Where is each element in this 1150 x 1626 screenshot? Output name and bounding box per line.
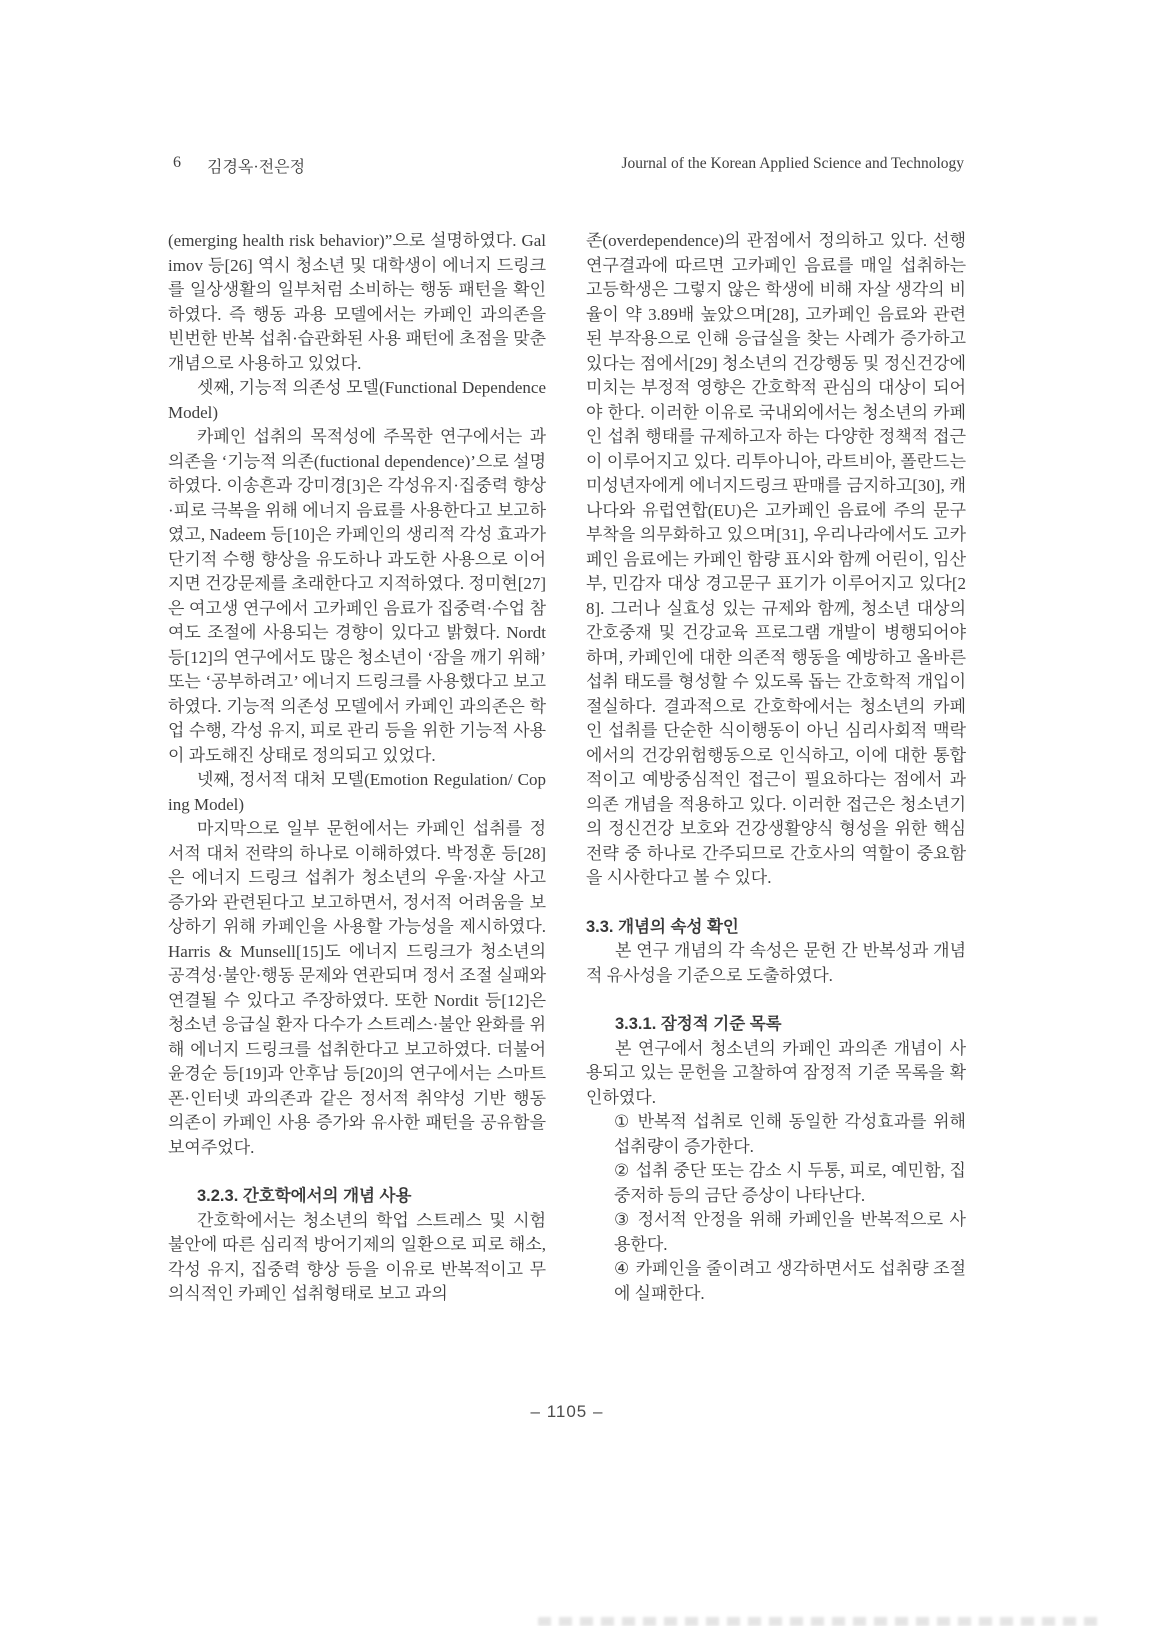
criteria-item-3 xyxy=(614,1208,966,1257)
criteria-item-4-marker: ④ xyxy=(614,1259,630,1278)
criteria-item-1 xyxy=(614,1110,966,1159)
criteria-item-2-marker: ② xyxy=(614,1161,630,1180)
scan-artifact-cutoff-text xyxy=(538,1617,1104,1626)
header-page-number: 6 xyxy=(173,154,181,171)
criteria-list xyxy=(586,1110,966,1306)
criteria-item-2-text: 섭취 중단 또는 감소 시 두통, 피로, 예민함, 집중저하 등의 금단 증상이 나타난다. xyxy=(614,1161,966,1205)
criteria-item-1-text: 반복적 섭취로 인해 동일한 각성효과를 위해 섭취량이 증가한다. xyxy=(614,1112,966,1156)
paragraph-attribute-criteria: 본 연구 개념의 각 속성은 문헌 간 반복성과 개념적 유사성을 기준으로 도출하였다. xyxy=(586,941,966,985)
criteria-item-3-text: 정서적 안정을 위해 카페인을 반복적으로 사용한다. xyxy=(614,1210,966,1254)
criteria-item-3-marker: ③ xyxy=(614,1210,632,1229)
paragraph-third-model-title: 셋째, 기능적 의존성 모델(Functional Dependence Model) xyxy=(168,378,546,422)
section-heading-3-3: 3.3. 개념의 속성 확인 xyxy=(586,917,739,936)
right-column xyxy=(586,229,966,1306)
left-column xyxy=(168,229,546,1307)
section-heading-3-3-1: 3.3.1. 잠정적 기준 목록 xyxy=(615,1015,782,1033)
paragraph-fourth-model-title: 넷째, 정서적 대처 모델(Emotion Regulation/ Coping Model) xyxy=(168,770,546,814)
paragraph-criteria-intro: 본 연구에서 청소년의 카페인 과의존 개념이 사용되고 있는 문헌을 고찰하여 잠정적 기준 목록을 확인하였다. xyxy=(586,1038,966,1107)
footer-page-number: – 1105 – xyxy=(530,1402,604,1421)
paragraph-nursing-concept-use: 간호학에서는 청소년의 학업 스트레스 및 시험 불안에 따른 심리적 방어기제의 일환으로 피로 해소, 각성 유지, 집중력 향상 등을 이유로 반복적이고 무의식적인 카페인 섭취형태로 보고 과의 xyxy=(168,1210,546,1303)
criteria-item-1-marker: ① xyxy=(614,1112,632,1131)
section-heading-3-2-3: 3.2.3. 간호학에서의 개념 사용 xyxy=(197,1187,412,1205)
paragraph-overdependence: 존(overdependence)의 관점에서 정의하고 있다. 선행 연구결과에 따르면 고카페인 음료를 매일 섭취하는 고등학생은 그렇지 않은 학생에 비해 자살 생각의 비율이 약 3.89배 높았으며[28], 고카페인 음료와 관련된 부작용으로 인해 응급실을 찾는 사례가 증가하고 있다는 점에서[29] 청소년의 건강행동 및 정신건강에 미치는 부정적 영향은 간호학적 관심의 대상이 되어야 한다. 이러한 이유로 국내외에서는 청소년의 카페인 섭취 행태를 규제하고자 하는 다양한 정책적 접근이 이루어지고 있다. 리투아니아, 라트비아, 폴란드는 미성년자에게 에너지드링크 판매를 금지하고[30], 캐나다와 유럽연합(EU)은 고카페인 음료에 주의 문구 부착을 의무화하고 있으며[31], 우리나라에서도 고카페인 음료에는 카페인 함량 표시와 함께 어린이, 임산부, 민감자 대상 경고문구 표기가 이루어지고 있다[28]. 그러나 실효성 있는 규제와 함께, 청소년 대상의 간호중재 및 건강교육 프로그램 개발이 병행되어야 하며, 카페인에 대한 의존적 행동을 예방하고 올바른 섭취 태도를 형성할 수 있도록 돕는 간호학적 개입이 절실하다. 결과적으로 간호학에서는 청소년의 카페인 섭취를 단순한 식이행동이 아닌 심리사회적 맥락에서의 건강위험행동으로 인식하고, 이에 대한 통합적이고 예방중심적인 접근이 필요하다는 점에서 과의존 개념을 적용하고 있다. 이러한 접근은 청소년기의 정신건강 보호와 건강생활양식 형성을 위한 핵심 전략 중 하나로 간주되므로 간호사의 역할이 중요함을 시사한다고 볼 수 있다. xyxy=(586,231,966,887)
paragraph-functional-dependence: 카페인 섭취의 목적성에 주목한 연구에서는 과의존을 ‘기능적 의존(fuctional dependence)’으로 설명하였다. 이송흔과 강미경[3]은 각성유지·집중력 향상·피로 극복을 위해 에너지 음료를 사용한다고 보고하였고, Nadeem 등[10]은 카페인의 생리적 각성 효과가 단기적 수행 향상을 유도하나 과도한 사용으로 이어지면 건강문제를 초래한다고 지적하였다. 정미현[27]은 여고생 연구에서 고카페인 음료가 집중력·수업 참여도 조절에 사용되는 경향이 있다고 밝혔다. Nordt 등[12]의 연구에서도 많은 청소년이 ‘잠을 깨기 위해’ 또는 ‘공부하려고’ 에너지 드링크를 사용했다고 보고하였다. 기능적 의존성 모델에서 카페인 과의존은 학업 수행, 각성 유지, 피로 관리 등을 위한 기능적 사용이 과도해진 상태로 정의되고 있었다. xyxy=(168,427,547,765)
criteria-item-2 xyxy=(614,1159,966,1208)
running-header-journal-title: Journal of the Korean Applied Science and Technology xyxy=(621,155,964,172)
header-authors: 김경옥·전은정 xyxy=(207,159,306,176)
criteria-item-4 xyxy=(614,1257,966,1306)
running-header-left xyxy=(173,154,305,177)
paragraph-emotion-coping: 마지막으로 일부 문헌에서는 카페인 섭취를 정서적 대처 전략의 하나로 이해하였다. 박정훈 등[28]은 에너지 드링크 섭취가 청소년의 우울·자살 사고 증가와 관련된다고 보고하면서, 정서적 어려움을 보상하기 위해 카페인을 사용할 가능성을 제시하였다. Harris & Munsell[15]도 에너지 드링크가 청소년의 공격성·불안·행동 문제와 연관되며 정서 조절 실패와 연결될 수 있다고 주장하였다. 또한 Nordit 등[12]은 청소년 응급실 환자 다수가 스트레스·불안 완화를 위해 에너지 드링크를 섭취한다고 보고하였다. 더불어 윤경순 등[19]과 안후남 등[20]의 연구에서는 스마트폰·인터넷 과의존과 같은 정서적 취약성 기반 행동 의존이 카페인 사용 증가와 유사한 패턴을 공유함을 보여주었다. xyxy=(168,819,546,1157)
criteria-item-4-text: 카페인을 줄이려고 생각하면서도 섭취량 조절에 실패한다. xyxy=(614,1259,966,1303)
paragraph-behavior-model-continuation: (emerging health risk behavior)”으로 설명하였다. Galimov 등[26] 역시 청소년 및 대학생이 에너지 드링크를 일상생활의 일부처럼 소비하는 행동 패턴을 확인하였다. 즉 행동 과용 모델에서는 카페인 과의존을 빈번한 반복 섭취·습관화된 사용 패턴에 초점을 맞춘 개념으로 사용하고 있었다. xyxy=(168,231,546,373)
